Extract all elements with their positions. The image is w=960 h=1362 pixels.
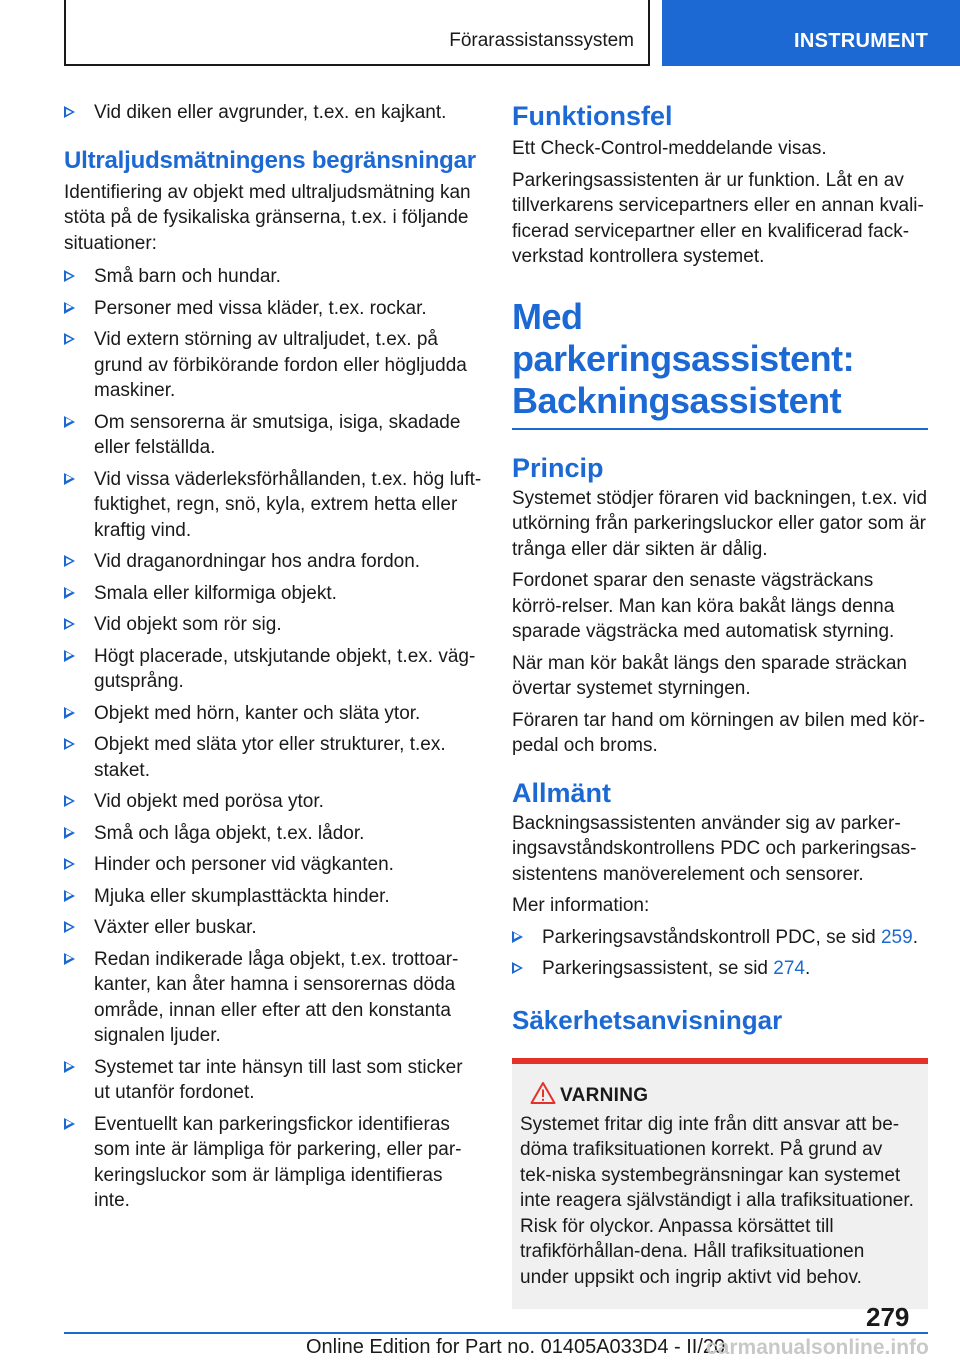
page-link-274[interactable]: 274	[773, 958, 805, 979]
paragraph-principle-1: Systemet stödjer föraren vid backningen, t.ex. vid utkörning från parkeringsluckor eller gator som är trånga eller där sikten är dålig.	[512, 487, 928, 560]
bullet-triangle-icon	[64, 858, 75, 870]
bullet-triangle-icon	[64, 953, 75, 965]
bullet-triangle-icon	[64, 587, 75, 599]
list-item: Vid draganordningar hos andra fordon.	[64, 549, 482, 575]
left-column	[64, 100, 482, 1220]
bullet-triangle-icon	[64, 921, 75, 933]
bullet-triangle-icon	[512, 931, 523, 943]
bullet-triangle-icon	[64, 827, 75, 839]
paragraph-malfunction-2: Parkeringsassistenten är ur funktion. Låt en av tillverkarens servicepartners eller en annan kvali-ficerad servicepartner eller en kvalificerad fack-verkstad kontrollera systemet.	[512, 169, 924, 267]
heading-principle: Princip	[512, 452, 604, 483]
warning-triangle-icon	[530, 1081, 556, 1105]
limitations-list	[64, 264, 482, 1214]
bullet-triangle-icon	[64, 473, 75, 485]
page-number: 279	[866, 1302, 910, 1332]
list-item: Vid diken eller avgrunder, t.ex. en kajkant.	[64, 100, 482, 126]
bullet-triangle-icon	[64, 302, 75, 314]
bullet-triangle-icon	[64, 707, 75, 719]
list-item: Hinder och personer vid vägkanten.	[64, 852, 482, 878]
list-item: Personer med vissa kläder, t.ex. rockar.	[64, 296, 482, 322]
warning-text: Systemet fritar dig inte från ditt ansvar att be-döma trafiksituationen korrekt. På grund av tek-niska systembegränsningar kan systemet inte reagera självständigt i alla trafiksituationer. Risk för olyckor. Anpassa körsättet till trafikförhållan-dena. Håll trafiksituationen under uppsikt och ingrip aktivt vid behov.	[520, 1113, 914, 1289]
list-item: Objekt med hörn, kanter och släta ytor.	[64, 701, 482, 727]
heading-underline	[512, 428, 928, 430]
header-chapter-title: INSTRUMENT	[794, 30, 929, 52]
bullet-triangle-icon	[64, 1061, 75, 1073]
reference-item: Parkeringsassistent, se sid 274.	[512, 956, 928, 982]
heading-ultrasonic-limits: Ultraljudsmätningens begränsningar	[64, 146, 476, 174]
footer-edition: Online Edition for Part no. 01405A033D4 - II/20	[306, 1336, 726, 1358]
heading-safety: Säkerhetsanvisningar	[512, 1004, 783, 1035]
list-item: Redan indikerade låga objekt, t.ex. trottoar-kanter, kan åter hamna i sensorernas döda område, innan eller efter att den konstanta signalen ljuder.	[64, 947, 482, 1049]
bullet-triangle-icon	[64, 106, 75, 118]
paragraph-principle-2: Fordonet sparar den senaste vägsträckans körrö-relser. Man kan köra bakåt längs denna sparade vägsträcka med automatisk styrning.	[512, 570, 895, 642]
warning-header	[520, 1084, 918, 1108]
list-item: Växter eller buskar.	[64, 915, 482, 941]
reference-item: Parkeringsavståndskontroll PDC, se sid 259.	[512, 925, 928, 951]
paragraph-general-1: Backningsassistenten använder sig av parker-ingsavståndskontrollens PDC och parkeringsas-sistentens manöverelement och sensorer.	[512, 812, 917, 885]
list-item: Vid vissa väderleksförhållanden, t.ex. hög luft-fuktighet, regn, snö, kyla, extrem hetta eller kraftig vind.	[64, 467, 482, 544]
bullet-triangle-icon	[64, 270, 75, 282]
header-section-title: Förarassistanssystem	[449, 30, 634, 51]
bullet-triangle-icon	[64, 738, 75, 750]
paragraph-principle-4: Föraren tar hand om körningen av bilen med kör-pedal och broms.	[512, 709, 925, 756]
bullet-triangle-icon	[64, 650, 75, 662]
warning-box	[512, 1058, 928, 1309]
bullet-triangle-icon	[64, 555, 75, 567]
paragraph-ultrasonic-intro: Identifiering av objekt med ultraljudsmätning kan stöta på de fysikaliska gränserna, t.ex. i följande situationer:	[64, 181, 471, 254]
list-item: Vid objekt med porösa ytor.	[64, 789, 482, 815]
bullet-triangle-icon	[64, 618, 75, 630]
list-item: Mjuka eller skumplasttäckta hinder.	[64, 884, 482, 910]
bullet-triangle-icon	[512, 962, 523, 974]
bullet-triangle-icon	[64, 795, 75, 807]
list-item: Högt placerade, utskjutande objekt, t.ex. väg-gutsprång.	[64, 644, 482, 695]
list-item: Vid objekt som rör sig.	[64, 612, 482, 638]
heading-reversing-assistant: Med parkeringsassistent: Backningsassistent	[512, 295, 855, 421]
list-item: Systemet tar inte hänsyn till last som sticker ut utanför fordonet.	[64, 1055, 482, 1106]
footer-rule	[64, 1332, 928, 1334]
heading-malfunction: Funktionsfel	[512, 101, 673, 131]
right-column	[512, 100, 928, 1309]
list-item: Vid extern störning av ultraljudet, t.ex. på grund av förbikörande fordon eller högljudda maskiner.	[64, 327, 482, 404]
paragraph-principle-3: När man kör bakåt längs den sparade sträckan övertar systemet styrningen.	[512, 652, 907, 699]
bullet-triangle-icon	[64, 1118, 75, 1130]
warning-label: VARNING	[560, 1084, 649, 1106]
paragraph-malfunction-1: Ett Check-Control-meddelande visas.	[512, 138, 827, 159]
heading-general: Allmänt	[512, 777, 612, 808]
footer-watermark: carmanualsonline.info	[706, 1336, 929, 1359]
list-item: Små och låga objekt, t.ex. lådor.	[64, 821, 482, 847]
bullet-triangle-icon	[64, 890, 75, 902]
page-link-259[interactable]: 259	[880, 926, 913, 948]
list-item: Om sensorerna är smutsiga, isiga, skadade eller felställda.	[64, 410, 482, 461]
list-item: Smala eller kilformiga objekt.	[64, 581, 482, 607]
list-item: Objekt med släta ytor eller strukturer, t.ex. staket.	[64, 732, 482, 783]
list-item: Eventuellt kan parkeringsfickor identifieras som inte är lämpliga för parkering, eller par-keringsluckor som är lämpliga identifieras inte.	[64, 1112, 482, 1214]
header-section-box	[64, 0, 650, 66]
paragraph-general-2: Mer information:	[512, 895, 650, 916]
list-item: Små barn och hundar.	[64, 264, 482, 290]
bullet-triangle-icon	[64, 416, 75, 428]
bullet-triangle-icon	[64, 333, 75, 345]
header-chapter-box	[662, 0, 960, 66]
